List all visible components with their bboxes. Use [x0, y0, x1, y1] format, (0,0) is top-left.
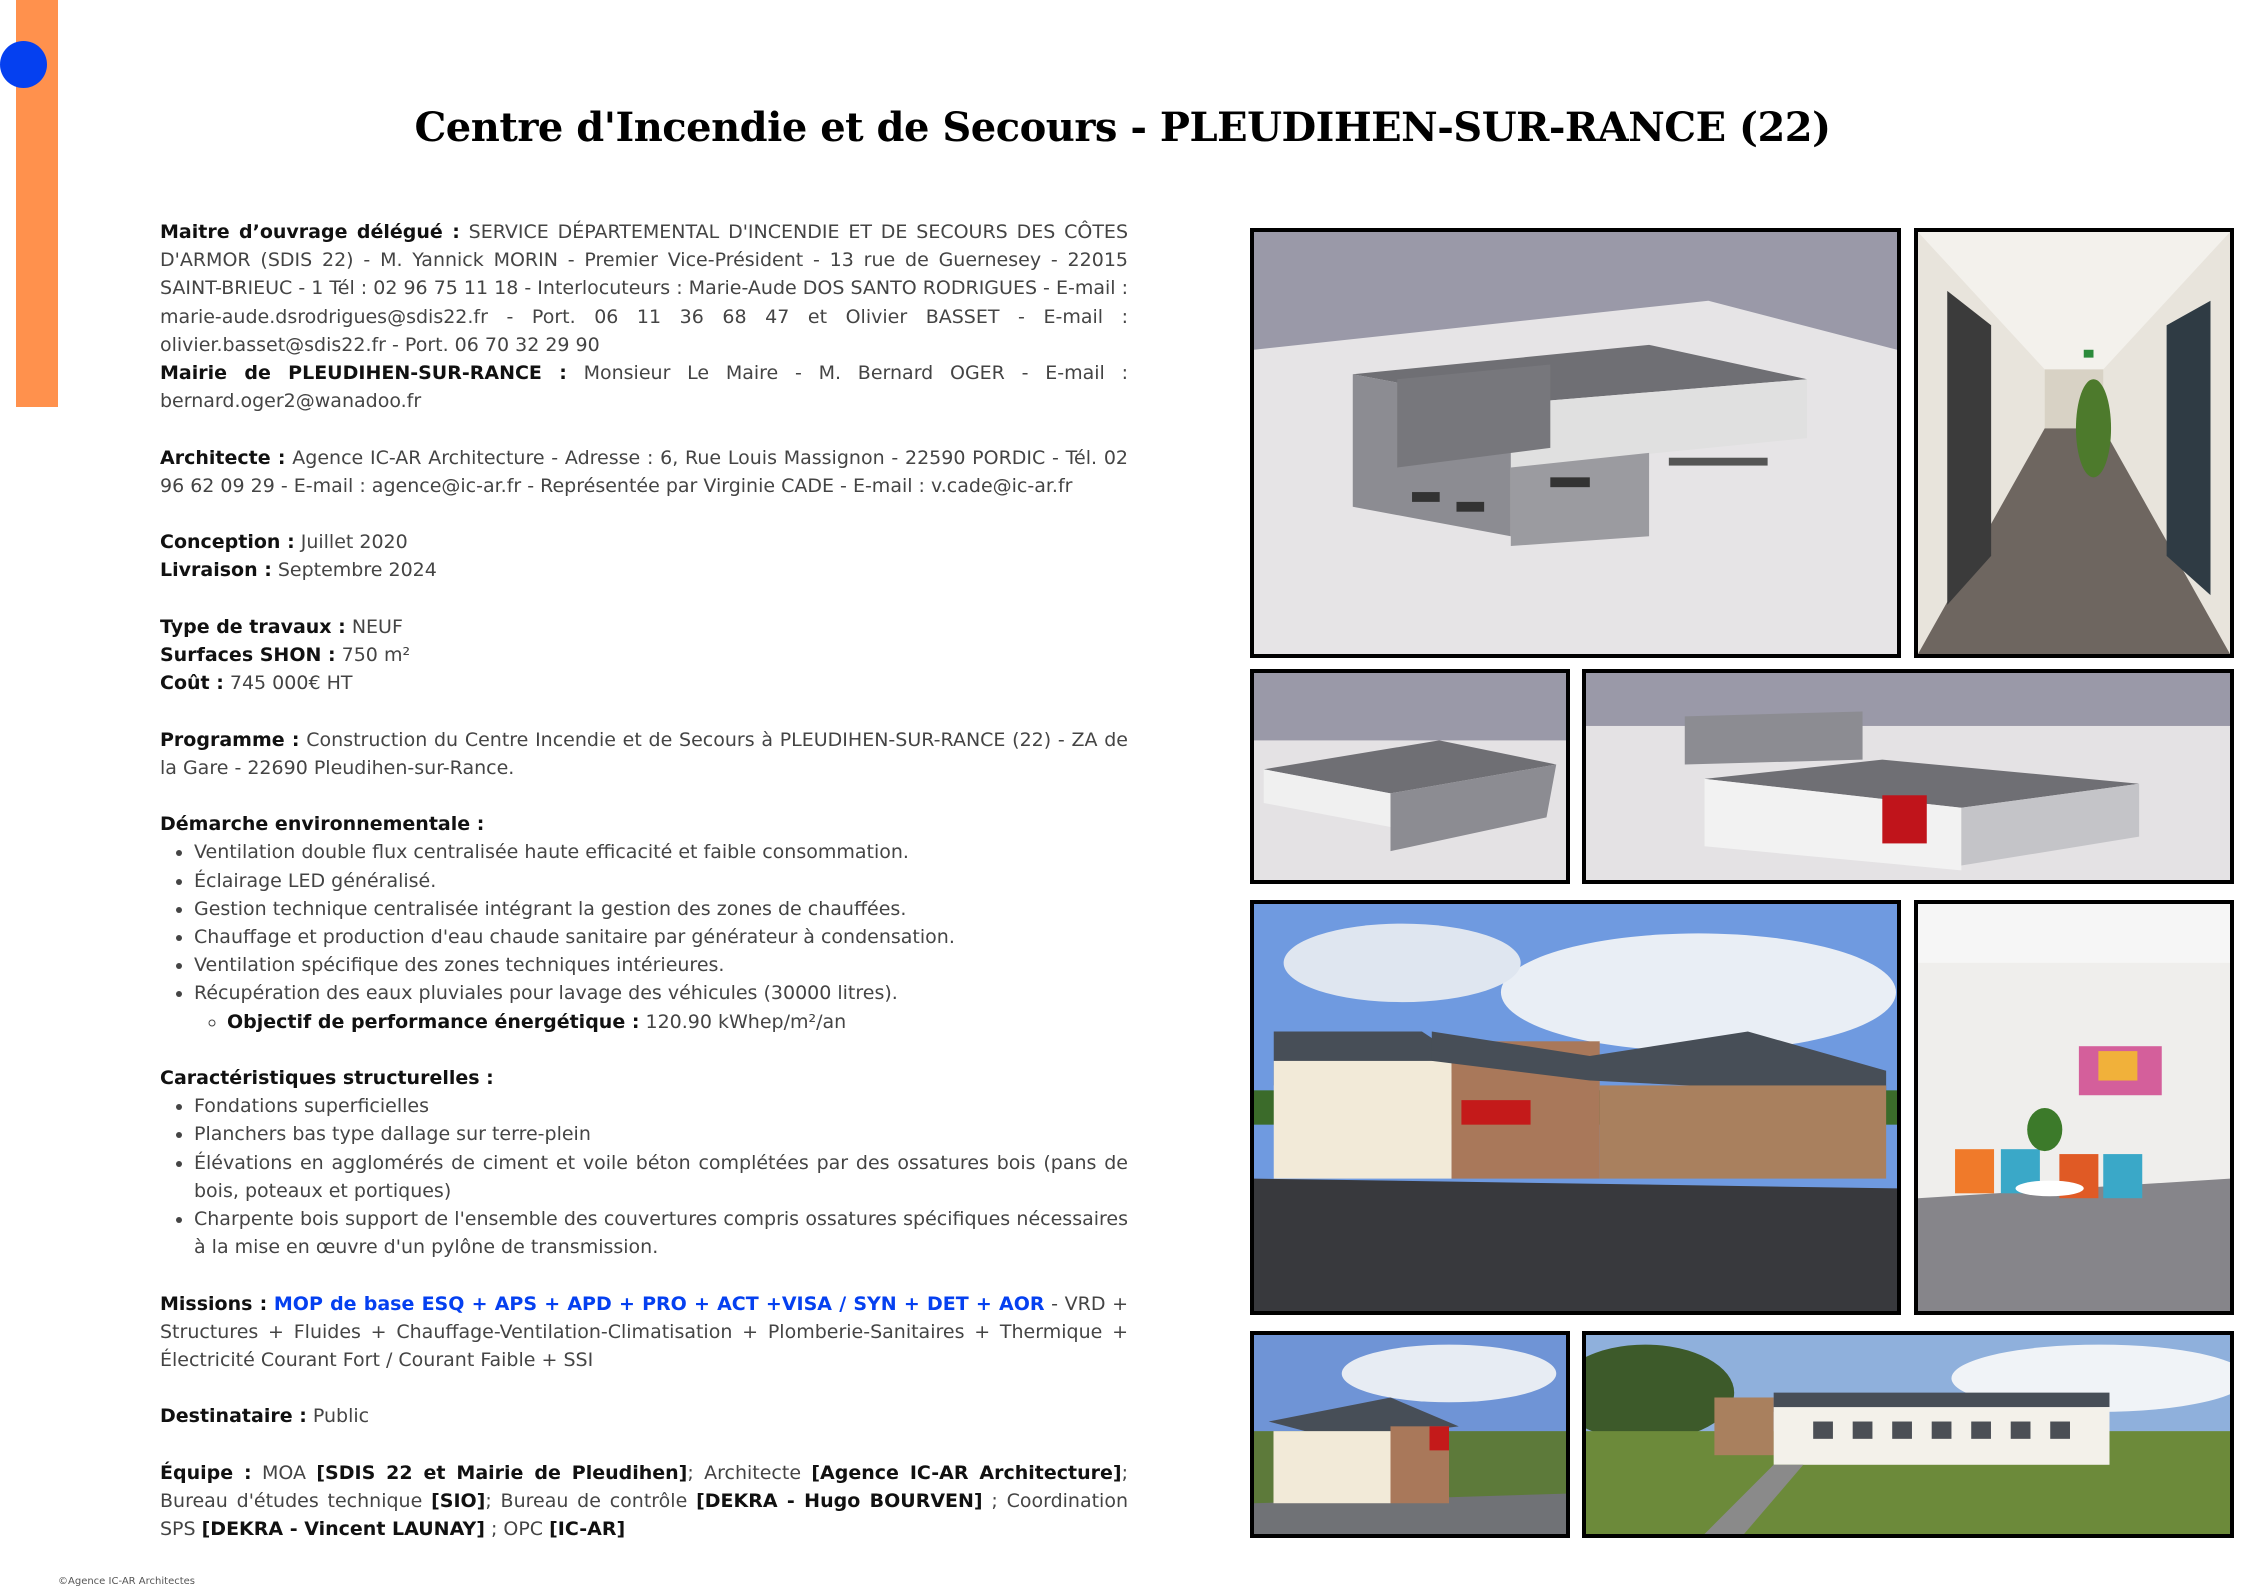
objectif-label: Objectif de performance énergétique :	[227, 1010, 640, 1033]
demarche-heading-text: Démarche environnementale :	[160, 813, 485, 836]
render-3d-front-image	[1582, 669, 2234, 884]
programme-text: Construction du Centre Incendie et de Secours à PLEUDIHEN-SUR-RANCE (22) - ZA de la Gare - 22690 Pleudihen-sur-Rance.	[160, 728, 1128, 779]
caracteristiques-heading-text: Caractéristiques structurelles :	[160, 1067, 494, 1089]
caracteristiques-list	[160, 1092, 1128, 1261]
programme-paragraph	[160, 726, 1128, 782]
list-item: • Fondations superficielles	[194, 1092, 1128, 1120]
equipe-text: ; Bureau d'études technique	[160, 1461, 1128, 1512]
copyright-footer: ©Agence IC-AR Architectes	[58, 1576, 195, 1587]
cout-line	[160, 669, 1128, 697]
maitre-ouvrage-text: SERVICE DÉPARTEMENTAL D'INCENDIE ET DE SECOURS DES CÔTES D'ARMOR (SDIS 22) - M. Yannick MORIN - Premier Vice-Président - 13 rue de Guernesey - 22015 SAINT-BRIEUC - 1 Tél : 02 96 75 11 18 - Interlocuteurs : Marie-Aude DOS SANTO RODRIGUES - E-mail : marie-aude.dsrodrigues@sdis22.fr - Port. 06 11 36 68 47 et Olivier BASSET - E-mail : olivier.basset@sdis22.fr - Port. 06 70 32 29 90	[160, 221, 1128, 356]
list-item: • Élévations en agglomérés de ciment et voile béton complétées par des ossatures bois (pans de bois, poteaux et portiques)	[194, 1149, 1128, 1205]
missions-text: - VRD + Structures + Fluides + Chauffage-Ventilation-Climatisation + Plomberie-Sanitaires + Thermique + Électricité Courant Fort / Courant Faible + SSI	[160, 1292, 1128, 1372]
architecte-paragraph	[160, 444, 1128, 500]
conception-value: Juillet 2020	[294, 531, 408, 554]
equipe-moa: [SDIS 22 et Mairie de Pleudihen]	[316, 1461, 688, 1484]
equipe-opc: [IC-AR]	[549, 1518, 626, 1541]
missions-label: Missions :	[160, 1292, 268, 1315]
missions-highlight: MOP de base ESQ + APS + APD + PRO + ACT +VISA / SYN + DET + AOR	[273, 1292, 1045, 1315]
architecte-label: Architecte :	[160, 446, 286, 469]
list-item: • Ventilation spécifique des zones techniques intérieures.	[194, 951, 1128, 979]
architecte-text: Agence IC-AR Architecture - Adresse : 6, Rue Louis Massignon - 22590 PORDIC - Tél. 02 96 62 09 29 - E-mail : agence@ic-ar.fr - Représentée par Virginie CADE - E-mail : v.cade@ic-ar.fr	[160, 446, 1128, 497]
mairie-text: Monsieur Le Maire - M. Bernard OGER - E-mail : bernard.oger2@wanadoo.fr	[160, 362, 1128, 413]
objectif-item	[227, 1008, 1128, 1036]
list-item: • Ventilation double flux centralisée haute efficacité et faible consommation.	[194, 838, 1128, 866]
equipe-controle: [DEKRA - Hugo BOURVEN]	[696, 1490, 983, 1512]
destinataire-line	[160, 1402, 1128, 1430]
caracteristiques-heading	[160, 1064, 1128, 1092]
demarche-heading	[160, 810, 1128, 838]
interior-corridor-image	[1914, 228, 2234, 658]
livraison-line	[160, 556, 1128, 584]
livraison-value: Septembre 2024	[271, 559, 437, 582]
programme-label: Programme :	[160, 728, 300, 751]
destinataire-label: Destinataire :	[160, 1405, 307, 1428]
equipe-text: ; Architecte	[687, 1461, 812, 1484]
list-item-text: Récupération des eaux pluviales pour lavage des véhicules (30000 litres).	[194, 982, 898, 1005]
maitre-ouvrage-paragraph	[160, 218, 1128, 359]
mairie-label: Mairie de PLEUDIHEN-SUR-RANCE :	[160, 362, 567, 385]
list-item: • Éclairage LED généralisé.	[194, 867, 1128, 895]
list-item	[194, 979, 1128, 1035]
equipe-text: ; Bureau de contrôle	[485, 1490, 697, 1512]
missions-paragraph	[160, 1290, 1128, 1375]
livraison-label: Livraison :	[160, 559, 272, 582]
equipe-sps: [DEKRA - Vincent LAUNAY]	[201, 1518, 485, 1541]
surfaces-label: Surfaces SHON :	[160, 644, 336, 666]
type-travaux-value: NEUF	[345, 615, 403, 638]
equipe-architecte: [Agence IC-AR Architecture]	[811, 1461, 1122, 1484]
equipe-label: Équipe :	[160, 1461, 252, 1484]
type-travaux-line	[160, 613, 1128, 641]
cout-value: 745 000€ HT	[223, 672, 353, 695]
equipe-bet: [SIO]	[431, 1490, 486, 1512]
demarche-list	[160, 838, 1128, 1035]
exterior-photo-image	[1250, 900, 1901, 1315]
equipe-paragraph	[160, 1459, 1128, 1544]
equipe-text: MOA	[251, 1461, 317, 1484]
conception-line	[160, 528, 1128, 556]
exterior-rear-photo-image	[1582, 1331, 2234, 1538]
exterior-side-photo-image	[1250, 1331, 1570, 1538]
render-3d-side-image	[1250, 669, 1570, 884]
mairie-paragraph	[160, 359, 1128, 415]
objectif-value: 120.90 kWhep/m²/an	[639, 1010, 847, 1033]
cout-label: Coût :	[160, 672, 224, 695]
page-title: Centre d'Incendie et de Secours - PLEUDIHEN-SUR-RANCE (22)	[414, 104, 1831, 151]
interior-waiting-room-image	[1914, 900, 2234, 1315]
surfaces-value: 750 m²	[335, 644, 411, 666]
render-3d-aerial-image	[1250, 228, 1901, 658]
list-item: • Charpente bois support de l'ensemble des couvertures compris ossatures spécifiques nécessaires à la mise en œuvre d'un pylône de transmission.	[194, 1205, 1128, 1261]
type-travaux-label: Type de travaux :	[160, 615, 346, 638]
conception-label: Conception :	[160, 531, 295, 554]
objectif-sublist	[194, 1008, 1128, 1036]
surfaces-line	[160, 641, 1128, 669]
project-description	[160, 218, 1128, 1543]
list-item: • Gestion technique centralisée intégrant la gestion des zones de chauffées.	[194, 895, 1128, 923]
blue-dot-decoration	[0, 41, 47, 88]
list-item: • Planchers bas type dallage sur terre-plein	[194, 1120, 1128, 1148]
equipe-text: ; OPC	[484, 1518, 550, 1541]
equipe-text: ; Coordination SPS	[160, 1490, 1128, 1541]
list-item: • Chauffage et production d'eau chaude sanitaire par générateur à condensation.	[194, 923, 1128, 951]
destinataire-value: Public	[306, 1405, 370, 1428]
maitre-ouvrage-label: Maitre d’ouvrage délégué :	[160, 221, 460, 243]
